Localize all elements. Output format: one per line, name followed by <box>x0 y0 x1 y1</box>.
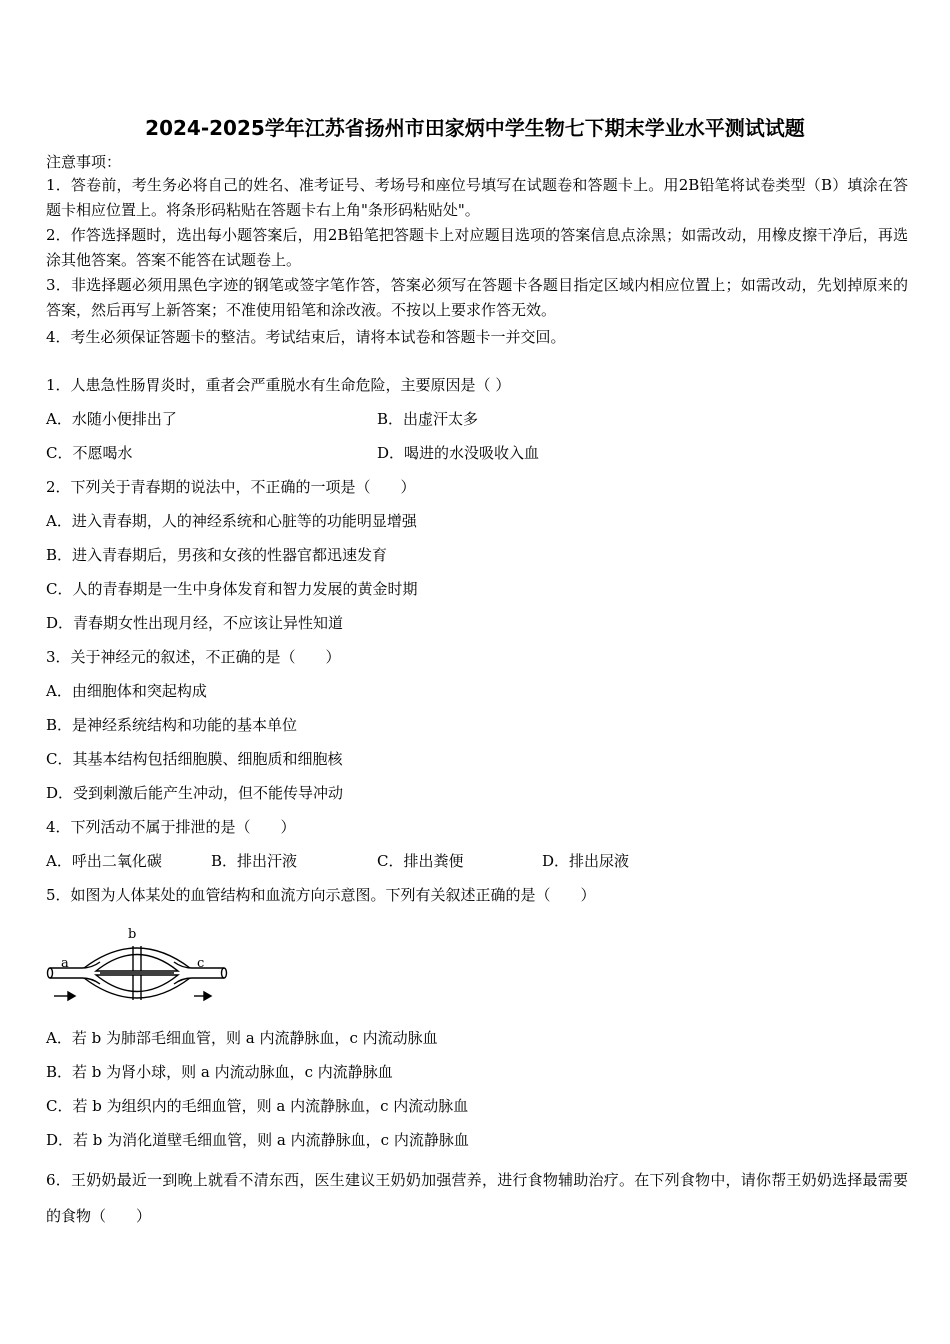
notice-item: 2．作答选择题时，选出每小题答案后，用2B铅笔把答题卡上对应题目选项的答案信息点涂黑；如需改动，用橡皮擦干净后，再选涂其他答案。答案不能答在试题卷上。 <box>46 226 908 269</box>
question-option: D．排出尿液 <box>542 852 630 870</box>
label-b: b <box>128 927 137 942</box>
question-stem: 1．人患急性肠胃炎时，重者会严重脱水有生命危险，主要原因是（ ） <box>46 376 511 394</box>
question-option: A．若 b 为肺部毛细血管，则 a 内流静脉血，c 内流动脉血 <box>46 1029 438 1047</box>
question-stem: 5．如图为人体某处的血管结构和血流方向示意图。下列有关叙述正确的是（ ） <box>46 886 596 904</box>
question-option: B．若 b 为肾小球，则 a 内流动脉血，c 内流静脉血 <box>46 1063 393 1081</box>
question-option: B．是神经系统结构和功能的基本单位 <box>46 716 298 734</box>
question-stem: 6．王奶奶最近一到晚上就看不清东西，医生建议王奶奶加强营养，进行食物辅助治疗。在下列食物中，请你帮王奶奶选择最需要的食物（ ） <box>46 1171 908 1225</box>
notice-heading: 注意事项： <box>46 153 122 171</box>
label-a: a <box>61 956 69 971</box>
blood-vessel-diagram <box>44 924 234 1004</box>
question-option: C．若 b 为组织内的毛细血管，则 a 内流静脉血，c 内流动脉血 <box>46 1097 469 1115</box>
notice-item: 3．非选择题必须用黑色字迹的钢笔或签字笔作答，答案必须写在答题卡各题目指定区域内相应位置上；如需改动，先划掉原来的答案，然后再写上新答案；不准使用铅笔和涂改液。不按以上要求作答无效。 <box>46 276 908 319</box>
notice-item: 4．考生必须保证答题卡的整洁。考试结束后，请将本试卷和答题卡一并交回。 <box>46 328 566 346</box>
question-option: B．进入青春期后，男孩和女孩的性器官都迅速发育 <box>46 546 388 564</box>
question-option: C．排出粪便 <box>377 852 464 870</box>
question-stem: 4．下列活动不属于排泄的是（ ） <box>46 818 296 836</box>
question-option: A．进入青春期，人的神经系统和心脏等的功能明显增强 <box>46 512 417 530</box>
question-option: C．不愿喝水 <box>46 444 133 462</box>
question-option: D．青春期女性出现月经，不应该让异性知道 <box>46 614 344 632</box>
question-option: D．若 b 为消化道壁毛细血管，则 a 内流静脉血，c 内流静脉血 <box>46 1131 469 1149</box>
page-title: 2024-2025学年江苏省扬州市田家炳中学生物七下期末学业水平测试试题 <box>145 116 805 140</box>
question-option: D．喝进的水没吸收入血 <box>377 444 540 462</box>
question-option: B．出虚汗太多 <box>377 410 479 428</box>
question-option: A．水随小便排出了 <box>46 410 177 428</box>
question-stem: 3．关于神经元的叙述，不正确的是（ ） <box>46 648 341 666</box>
question-stem: 2．下列关于青春期的说法中，不正确的一项是（ ） <box>46 478 416 496</box>
question-option: B．排出汗液 <box>211 852 298 870</box>
label-c: c <box>197 956 205 971</box>
question-option: C．其基本结构包括细胞膜、细胞质和细胞核 <box>46 750 343 768</box>
question-option: C．人的青春期是一生中身体发育和智力发展的黄金时期 <box>46 580 418 598</box>
question-option: A．由细胞体和突起构成 <box>46 682 207 700</box>
question-option: A．呼出二氧化碳 <box>46 852 162 870</box>
question-option: D．受到刺激后能产生冲动，但不能传导冲动 <box>46 784 344 802</box>
notice-item: 1．答卷前，考生务必将自己的姓名、准考证号、考场号和座位号填写在试题卷和答题卡上。用2B铅笔将试卷类型（B）填涂在答题卡相应位置上。将条形码粘贴在答题卡右上角"条形码粘贴处"。 <box>46 176 908 219</box>
